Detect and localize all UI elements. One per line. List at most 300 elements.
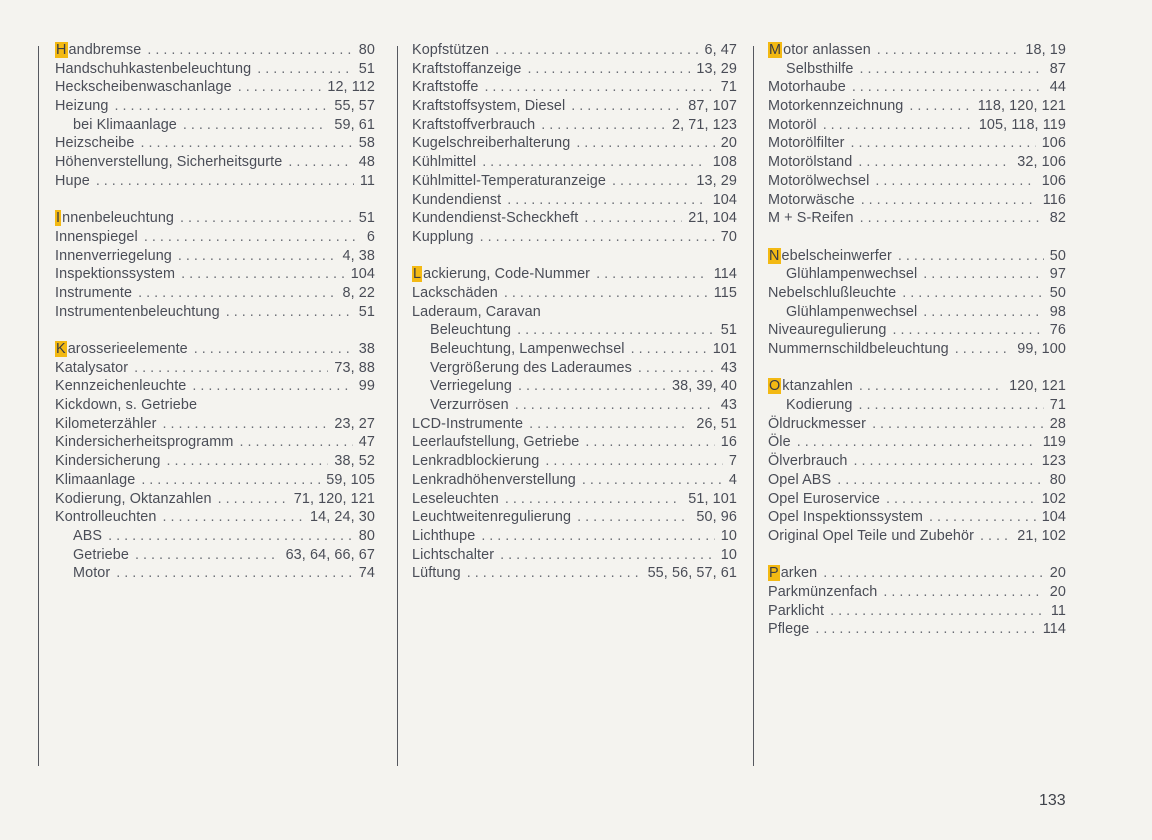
index-entry — [768, 471, 1066, 490]
index-entry — [412, 116, 737, 135]
index-term-text: arken — [780, 565, 818, 582]
dot-leader — [484, 78, 714, 97]
index-term — [768, 564, 817, 583]
index-term-text: Verzurrösen — [430, 397, 509, 414]
index-page-refs: 51 — [358, 210, 375, 227]
index-entry — [768, 116, 1066, 135]
index-term — [412, 97, 565, 116]
dot-leader — [902, 284, 1044, 303]
index-term-text: Motoröl — [768, 116, 817, 133]
index-page-refs: 2, 71, 123 — [671, 116, 737, 133]
dot-leader — [853, 452, 1035, 471]
section-letter-marker: O — [769, 378, 781, 395]
dot-leader — [116, 564, 352, 583]
index-page-refs: 80 — [358, 42, 375, 58]
index-term-text: Original Opel Teile und Zubehör — [768, 527, 975, 544]
index-term — [55, 134, 135, 153]
index-term — [768, 508, 923, 527]
dot-leader — [134, 359, 328, 378]
index-term-text: Kickdown, s. Getriebe — [55, 397, 198, 414]
index-term-text: Kraftstoffverbrauch — [412, 116, 536, 133]
index-term-text: Niveauregulierung — [768, 322, 887, 339]
index-term — [73, 546, 129, 565]
dot-leader — [192, 377, 352, 396]
index-term — [412, 508, 571, 527]
index-entry — [768, 153, 1066, 172]
index-term-text: Glühlampenwechsel — [786, 303, 918, 320]
index-entry — [55, 396, 375, 415]
index-page-refs: 21, 102 — [1017, 527, 1066, 544]
index-term — [55, 228, 138, 247]
index-page-refs: 118, 120, 121 — [977, 98, 1066, 115]
dot-leader — [872, 415, 1044, 434]
index-term — [768, 452, 847, 471]
dot-leader — [883, 583, 1043, 602]
index-entry — [768, 620, 1066, 639]
index-page-refs: 106 — [1041, 172, 1066, 189]
index-term-text: Parklicht — [768, 602, 825, 619]
index-term — [55, 433, 233, 452]
index-term — [55, 97, 109, 116]
dot-leader — [875, 172, 1035, 191]
index-entry — [55, 60, 375, 79]
index-term — [55, 396, 197, 415]
dot-leader — [860, 60, 1044, 79]
index-page-refs: 116 — [1042, 191, 1066, 208]
index-entry — [412, 415, 737, 434]
dot-leader — [218, 490, 288, 509]
index-term-text: Heizscheibe — [55, 135, 135, 152]
index-term-text: Instrumentenbeleuchtung — [55, 303, 220, 320]
index-entry — [55, 377, 375, 396]
index-entry — [768, 508, 1066, 527]
index-page-refs: 114 — [1042, 621, 1066, 638]
index-term-text: andbremse — [68, 42, 142, 58]
dot-leader — [515, 396, 715, 415]
index-entry — [412, 265, 737, 284]
index-page-refs: 71, 120, 121 — [293, 490, 375, 507]
index-term-text: Kilometerzähler — [55, 415, 157, 432]
index-page-refs: 80 — [1049, 471, 1066, 488]
dot-leader — [181, 265, 345, 284]
index-page-refs: 4 — [728, 471, 737, 488]
index-page-refs: 82 — [1049, 210, 1066, 227]
index-entry — [768, 284, 1066, 303]
dot-leader — [923, 265, 1043, 284]
dot-leader — [596, 265, 708, 284]
index-term — [768, 116, 817, 135]
index-entry — [412, 546, 737, 565]
index-term-text: Höhenverstellung, Sicherheitsgurte — [55, 154, 283, 171]
dot-leader — [517, 321, 715, 340]
index-page-refs: 14, 24, 30 — [309, 509, 375, 526]
dot-leader — [495, 41, 698, 60]
dot-leader — [144, 228, 361, 247]
index-subentry — [412, 340, 737, 359]
dot-leader — [850, 134, 1035, 153]
index-entry — [768, 415, 1066, 434]
index-entry — [412, 508, 737, 527]
dot-leader — [527, 60, 690, 79]
index-entry — [412, 527, 737, 546]
dot-leader — [507, 191, 706, 210]
index-term — [768, 284, 896, 303]
dot-leader — [923, 303, 1043, 322]
dot-leader — [505, 490, 682, 509]
index-term-text: Lichtschalter — [412, 546, 495, 563]
index-term-text: LCD-Instrumente — [412, 415, 524, 432]
index-entry — [768, 134, 1066, 153]
index-entry — [55, 209, 375, 228]
index-term-text: Leuchtweitenregulierung — [412, 509, 572, 526]
dot-leader — [893, 321, 1044, 340]
index-term-text: Nummernschildbeleuchtung — [768, 341, 949, 357]
index-term-text: Motorölstand — [768, 154, 853, 171]
index-entry — [412, 172, 737, 191]
dot-leader — [194, 340, 353, 359]
index-subentry — [55, 564, 375, 583]
index-term-text: Lenkradblockierung — [412, 453, 540, 470]
index-entry — [412, 153, 737, 172]
index-term — [412, 415, 523, 434]
index-term — [55, 415, 156, 434]
dot-leader — [500, 546, 715, 565]
index-term-text: Verriegelung — [430, 378, 513, 395]
dot-leader — [257, 60, 353, 79]
index-entry — [412, 471, 737, 490]
dot-leader — [141, 471, 320, 490]
index-entry — [768, 172, 1066, 191]
index-term — [768, 321, 887, 340]
index-page-refs: 101 — [712, 341, 737, 357]
index-term — [412, 209, 578, 228]
index-subentry — [768, 396, 1066, 415]
index-page-refs: 97 — [1049, 266, 1066, 283]
index-entry — [768, 452, 1066, 471]
index-page-refs: 51, 101 — [688, 490, 737, 507]
index-page-refs: 16 — [720, 434, 737, 451]
index-term — [55, 60, 251, 79]
index-term — [412, 471, 576, 490]
dot-leader — [545, 452, 722, 471]
index-term-text: Heizung — [55, 98, 109, 115]
index-page-refs: 104 — [350, 266, 375, 283]
index-entry — [55, 172, 375, 191]
index-term — [55, 153, 282, 172]
index-term — [55, 359, 128, 378]
index-page-refs: 43 — [720, 359, 737, 376]
index-term-text: Motorölfilter — [768, 135, 845, 152]
dot-leader — [481, 527, 714, 546]
index-page-refs: 87, 107 — [688, 98, 737, 115]
index-subentry — [412, 396, 737, 415]
index-page-refs: 59, 105 — [326, 471, 375, 488]
index-entry — [55, 284, 375, 303]
dot-leader — [823, 116, 973, 135]
index-page-refs: 119 — [1042, 434, 1066, 451]
index-term — [55, 41, 141, 60]
dot-leader — [861, 191, 1037, 210]
index-page-refs: 102 — [1041, 490, 1066, 507]
dot-leader — [837, 471, 1044, 490]
index-term — [73, 564, 110, 583]
section-letter-marker: L — [413, 266, 422, 283]
index-page-refs: 71 — [720, 79, 737, 96]
index-page-refs: 87 — [1049, 60, 1066, 77]
index-page-refs: 10 — [720, 546, 737, 563]
index-page-refs: 8, 22 — [342, 284, 375, 301]
index-term — [412, 78, 478, 97]
index-page-refs: 51 — [358, 60, 375, 77]
index-term — [55, 209, 174, 228]
index-page-refs: 4, 38 — [342, 247, 375, 264]
index-page-refs: 6 — [366, 228, 375, 245]
index-subentry — [412, 321, 737, 340]
index-page-refs: 106 — [1041, 135, 1066, 152]
index-term — [786, 265, 917, 284]
index-entry — [55, 41, 375, 60]
index-page-refs: 71 — [1049, 397, 1066, 414]
index-entry — [768, 583, 1066, 602]
index-entry — [768, 321, 1066, 340]
index-term-text: Kraftstoffsystem, Diesel — [412, 98, 566, 115]
index-page-refs: 48 — [358, 154, 375, 171]
index-entry — [55, 359, 375, 378]
section-gap — [768, 546, 1066, 565]
dot-leader — [96, 172, 354, 191]
section-gap — [412, 247, 737, 266]
index-term-text: Beleuchtung — [430, 322, 512, 339]
index-term-text: M + S-Reifen — [768, 210, 854, 227]
index-term — [55, 265, 175, 284]
index-page-refs: 38 — [358, 341, 375, 357]
index-term — [768, 583, 877, 602]
index-term — [412, 433, 579, 452]
index-term-text: Heckscheibenwaschanlage — [55, 79, 232, 96]
index-term — [768, 620, 809, 639]
index-entry — [412, 41, 737, 60]
index-page-refs: 11 — [1050, 602, 1066, 619]
index-entry — [768, 602, 1066, 621]
dot-leader — [577, 508, 690, 527]
index-term — [55, 508, 157, 527]
dot-leader — [504, 284, 708, 303]
index-term-text: Motorhaube — [768, 79, 846, 96]
index-entry — [55, 228, 375, 247]
dot-leader — [584, 209, 682, 228]
index-term — [768, 471, 831, 490]
section-letter-marker: N — [769, 247, 780, 264]
index-term-text: Kennzeichenleuchte — [55, 378, 187, 395]
column-rule-middle — [397, 46, 398, 766]
dot-leader — [830, 602, 1045, 621]
dot-leader — [226, 303, 353, 322]
index-term — [786, 303, 917, 322]
dot-leader — [797, 433, 1037, 452]
index-entry — [768, 247, 1066, 266]
index-term-text: Klimaanlage — [55, 471, 136, 488]
index-term-text: arosserieelemente — [67, 341, 188, 357]
index-entry — [412, 228, 737, 247]
index-page-refs: 26, 51 — [696, 415, 737, 432]
index-page-refs: 76 — [1049, 322, 1066, 339]
section-letter-marker: P — [769, 565, 779, 582]
index-term-text: Kopfstützen — [412, 42, 490, 58]
dot-leader — [518, 377, 666, 396]
dot-leader — [852, 78, 1044, 97]
section-gap — [768, 359, 1066, 378]
index-page-refs: 59, 61 — [334, 116, 375, 133]
index-term — [55, 452, 161, 471]
dot-leader — [612, 172, 690, 191]
dot-leader — [860, 209, 1044, 228]
index-page-refs: 73, 88 — [334, 359, 375, 376]
index-term — [412, 134, 570, 153]
index-term-text: Kraftstoffe — [412, 79, 479, 96]
index-entry — [55, 134, 375, 153]
index-page-refs: 23, 27 — [334, 415, 375, 432]
index-page-refs: 51 — [720, 322, 737, 339]
dot-leader — [178, 247, 337, 266]
index-subentry — [768, 60, 1066, 79]
index-page-refs: 13, 29 — [696, 172, 737, 189]
index-term-text: Kühlmittel-Temperaturanzeige — [412, 172, 606, 189]
dot-leader — [631, 340, 707, 359]
index-term — [768, 97, 903, 116]
dot-leader — [859, 396, 1044, 415]
column-rule-right — [753, 46, 754, 766]
index-entry — [768, 564, 1066, 583]
dot-leader — [909, 97, 971, 116]
index-entry — [55, 247, 375, 266]
index-term — [412, 172, 606, 191]
index-subentry — [412, 377, 737, 396]
index-term-text: Kodierung, Oktanzahlen — [55, 490, 212, 507]
dot-leader — [108, 527, 353, 546]
index-term-text: Katalysator — [55, 359, 129, 376]
index-term-text: Kupplung — [412, 228, 474, 245]
index-term-text: Motorwäsche — [768, 191, 855, 208]
index-term — [412, 265, 590, 284]
dot-leader — [183, 116, 328, 135]
index-term — [412, 41, 489, 60]
dot-leader — [163, 508, 304, 527]
dot-leader — [571, 97, 682, 116]
index-term-text: Lüftung — [412, 565, 461, 582]
index-entry — [55, 340, 375, 359]
index-term — [55, 471, 135, 490]
index-page-refs: 50 — [1049, 284, 1066, 301]
dot-leader — [815, 620, 1036, 639]
index-term-text: Ölverbrauch — [768, 453, 848, 470]
index-term — [768, 247, 892, 266]
index-term-text: Opel ABS — [768, 471, 832, 488]
index-term-text: Glühlampenwechsel — [786, 266, 918, 283]
index-term-text: ktanzahlen — [782, 378, 853, 395]
dot-leader — [180, 209, 353, 228]
index-page-refs: 12, 112 — [327, 79, 375, 96]
dot-leader — [467, 564, 642, 583]
index-term-text: Selbsthilfe — [786, 60, 854, 77]
index-page-refs: 50 — [1049, 247, 1066, 264]
index-page-refs: 99 — [358, 378, 375, 395]
index-term-text: Lichthupe — [412, 527, 476, 544]
index-term — [768, 172, 869, 191]
index-entry — [768, 433, 1066, 452]
index-entry — [412, 78, 737, 97]
index-term-text: Innenverriegelung — [55, 247, 172, 264]
index-entry — [55, 97, 375, 116]
dot-leader — [167, 452, 329, 471]
index-term-text: Laderaum, Caravan — [412, 303, 541, 320]
index-term-text: Parkmünzenfach — [768, 583, 878, 600]
dot-leader — [859, 377, 1003, 396]
index-term — [412, 303, 541, 322]
dot-leader — [898, 247, 1044, 266]
dot-leader — [823, 564, 1044, 583]
index-term — [768, 41, 871, 60]
index-term-text: Leerlaufstellung, Getriebe — [412, 434, 580, 451]
index-page-refs: 58 — [358, 135, 375, 152]
index-term — [55, 490, 212, 509]
index-entry — [412, 564, 737, 583]
dot-leader — [638, 359, 715, 378]
index-term-text: ABS — [73, 527, 103, 544]
dot-leader — [480, 228, 715, 247]
index-subentry — [55, 116, 375, 135]
section-letter-marker: M — [769, 42, 782, 58]
index-term-text: Vergrößerung des Laderaumes — [430, 359, 632, 376]
index-term — [55, 284, 132, 303]
index-term-text: Nebelschlußleuchte — [768, 284, 897, 301]
index-page-refs: 104 — [712, 191, 737, 208]
index-term-text: bei Klimaanlage — [73, 116, 177, 133]
index-entry — [768, 377, 1066, 396]
index-page-refs: 43 — [720, 397, 737, 414]
index-term — [768, 340, 949, 359]
index-entry — [768, 78, 1066, 97]
index-page-refs: 18, 19 — [1025, 42, 1066, 58]
index-term-text: Kundendienst-Scheckheft — [412, 210, 579, 227]
index-term — [786, 60, 854, 79]
index-page-refs: 50, 96 — [696, 509, 737, 526]
index-entry — [55, 153, 375, 172]
index-entry — [768, 340, 1066, 359]
index-page-refs: 99, 100 — [1017, 341, 1066, 357]
index-term — [412, 527, 475, 546]
dot-leader — [162, 415, 328, 434]
index-entry — [412, 134, 737, 153]
index-entry — [412, 60, 737, 79]
index-term — [768, 602, 824, 621]
dot-leader — [115, 97, 329, 116]
index-subentry — [412, 359, 737, 378]
section-letter-marker: H — [56, 42, 67, 58]
section-gap — [55, 321, 375, 340]
index-term-text: Kindersicherung — [55, 453, 161, 470]
index-entry — [55, 303, 375, 322]
index-page-refs: 114 — [713, 266, 737, 283]
index-page-refs: 105, 118, 119 — [978, 116, 1066, 133]
index-term — [412, 490, 499, 509]
index-entry — [55, 471, 375, 490]
index-term-text: Opel Inspektionssystem — [768, 509, 923, 526]
dot-leader — [288, 153, 352, 172]
index-subentry — [55, 527, 375, 546]
index-page-refs: 80 — [358, 527, 375, 544]
index-page-refs: 115 — [713, 284, 737, 301]
index-subentry — [55, 546, 375, 565]
